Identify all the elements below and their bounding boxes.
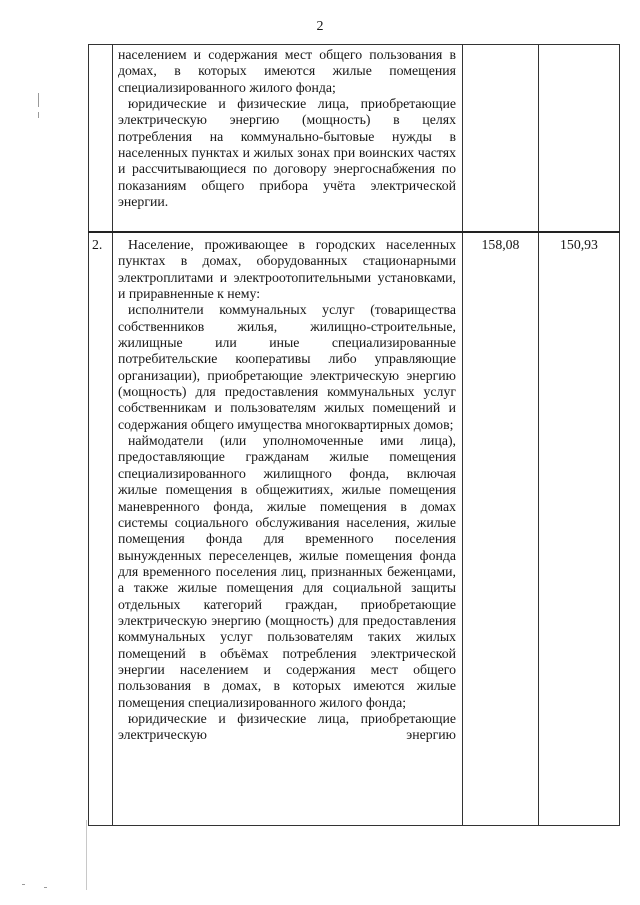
row-number: 2. — [89, 232, 113, 826]
tariff-value-1 — [463, 45, 539, 233]
tariff-value-2 — [539, 45, 620, 233]
table-row — [89, 45, 620, 233]
scan-artifact — [44, 887, 47, 888]
scan-artifact — [22, 884, 25, 885]
scan-artifact — [38, 112, 39, 118]
tariff-value-1: 158,08 — [463, 232, 539, 826]
row-description — [113, 45, 463, 233]
page-number: 2 — [316, 19, 324, 34]
scan-artifact — [86, 820, 87, 890]
paragraph: населением и содержания мест общего пользования в домах, в которых имеются жилые помещения специализированного жилого фонда; — [118, 47, 456, 95]
table-row — [89, 232, 620, 826]
row-number — [89, 45, 113, 233]
row-description — [113, 232, 463, 826]
paragraph: Население, проживающее в городских населенных пунктах в домах, оборудованных стационарными электроплитами и электроотопительными установками, и приравненные к нему: — [118, 237, 456, 302]
scan-artifact — [38, 93, 39, 107]
paragraph: исполнители коммунальных услуг (товарищества собственников жилья, жилищно-строительные, жилищные или иные специализированные потребительские кооперативы либо управляющие организации), приобретающие электрическую энергию (мощность) для предоставления коммунальных услуг собственникам и пользователям жилых помещений и содержания общего имущества многоквартирных домов; — [118, 302, 456, 432]
tariff-table — [88, 44, 620, 826]
tariff-value-2: 150,93 — [539, 232, 620, 826]
paragraph: юридические и физические лица, приобретающие электрическую энергию (мощность) в целях потребления на коммунально-бытовые нужды в населенных пунктах и жилых зонах при воинских частях и рассчитывающиеся по договору энергоснабжения по показаниям общего прибора учёта электрической энергии. — [118, 96, 456, 210]
paragraph: юридические и физические лица, приобретающие электрическую энергию — [118, 710, 456, 743]
paragraph: наймодатели (или уполномоченные ими лица), предоставляющие гражданам жилые помещения специализированного жилищного фонда, включая жилые помещения в общежитиях, жилые помещения маневренного фонда, жилые помещения в домах системы социального обслуживания населения, жилые помещения фонда для временного поселения вынужденных переселенцев, жилые помещения фонда для временного поселения лиц, признанных беженцами, а также жилые помещения для социальной защиты отдельных категорий граждан, приобретающие электрическую энергию (мощность) для предоставления коммунальных услуг пользователям таких жилых помещений в объёмах потребления электрической энергии населением и содержания мест общего пользования в домах, в которых имеются жилые помещения специализированного жилого фонда; — [118, 433, 456, 710]
